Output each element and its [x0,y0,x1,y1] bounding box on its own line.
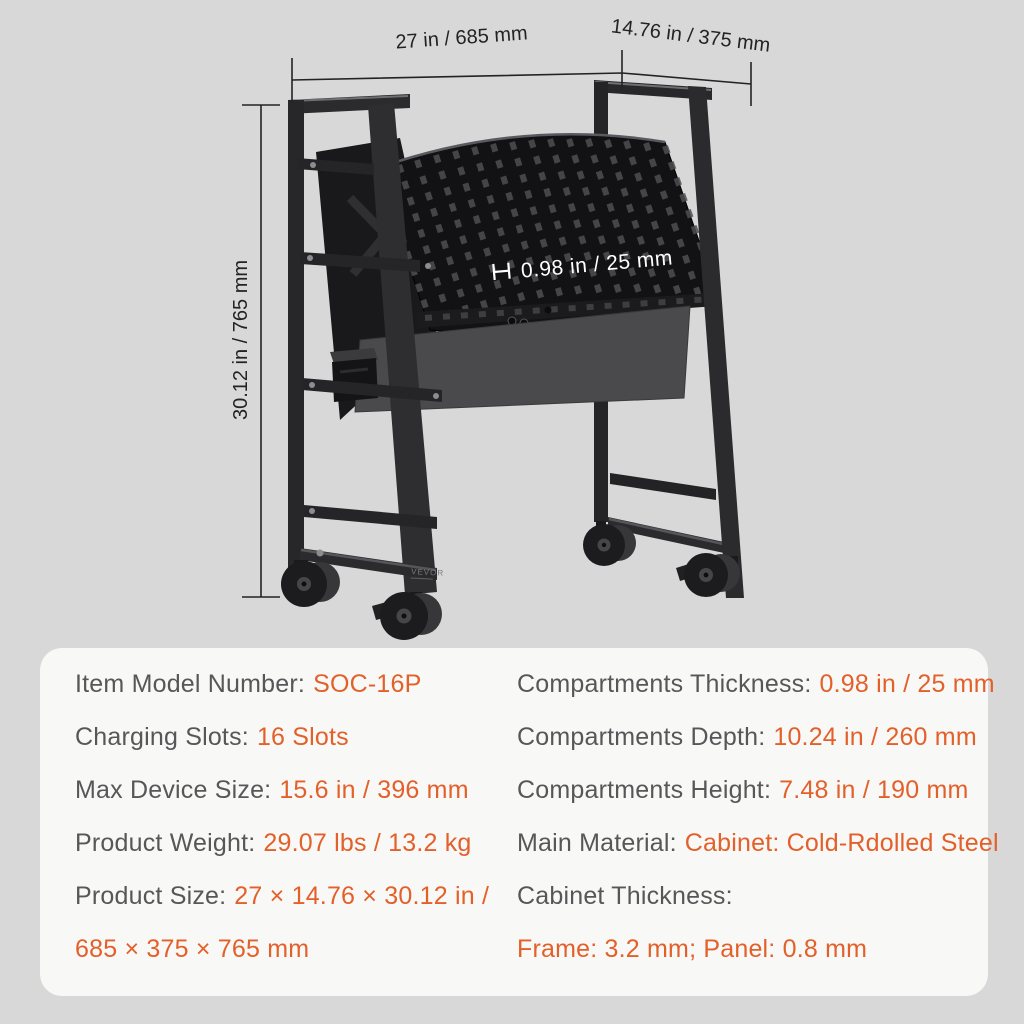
spec-row-product-size-mm [75,923,489,976]
spec-label: Product Weight: [75,829,256,857]
spec-label: Max Device Size: [75,776,272,804]
spec-row-main-material [517,817,999,870]
spec-value: 29.07 lbs / 13.2 kg [263,829,472,857]
width-dimension-label: 27 in / 685 mm [394,22,529,54]
spec-row-product-size [75,870,489,923]
spec-row-cabinet-thickness [517,870,999,923]
caster-wheel-left-rear [281,560,340,607]
slot-thickness-label: 0.98 in / 25 mm [520,246,674,283]
spec-value: 10.24 in / 260 mm [773,723,977,751]
spec-row-max-device-size [75,764,489,817]
height-dimension-label: 30.12 in / 765 mm [230,259,252,421]
spec-value: 0.98 in / 25 mm [819,670,995,698]
spec-label: Compartments Thickness: [517,670,812,698]
spec-label: Main Material: [517,829,677,857]
spec-row-compartment-depth [517,711,999,764]
spec-value: SOC-16P [313,670,422,698]
spec-label: Compartments Height: [517,776,772,804]
spec-value: Cabinet: Cold-Rdolled Steel [684,829,999,857]
spec-value: 685 × 375 × 765 mm [75,935,310,963]
spec-value: 15.6 in / 396 mm [279,776,469,804]
spec-value: 27 × 14.76 × 30.12 in / [234,882,490,910]
spec-row-cabinet-thickness-values [517,923,999,976]
spec-label: Item Model Number: [75,670,306,698]
spec-row-model [75,658,489,711]
spec-value: 16 Slots [256,723,349,751]
spec-value: Frame: 3.2 mm; Panel: 0.8 mm [517,935,868,963]
spec-row-compartment-height [517,764,999,817]
spec-label: Charging Slots: [75,723,249,751]
depth-dimension-label: 14.76 in / 375 mm [609,15,772,57]
brand-logo-text: VEVOR [410,567,445,578]
spec-value: 7.48 in / 190 mm [779,776,969,804]
spec-panel [40,648,999,996]
spec-row-compartment-thickness [517,658,999,711]
spec-row-product-weight [75,817,489,870]
caster-wheel-left-front [372,592,442,640]
spec-column-left [75,658,489,976]
spec-label: Cabinet Thickness: [517,882,733,910]
right-frame-front [688,86,744,598]
spec-label: Product Size: [75,882,227,910]
spec-label: Compartments Depth: [517,723,766,751]
spec-column-right [517,658,999,976]
spec-row-charging-slots [75,711,489,764]
